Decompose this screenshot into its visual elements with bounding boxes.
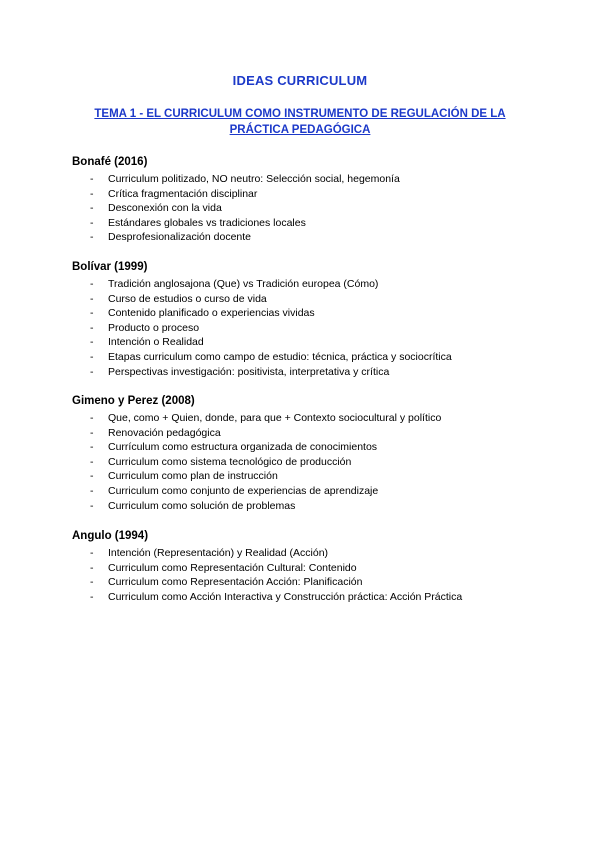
- list-item-text: Curriculum como Representación Acción: Planificación: [108, 576, 363, 589]
- list-item-text: Tradición anglosajona (Que) vs Tradición europea (Cómo): [108, 278, 379, 290]
- list-item: [72, 335, 552, 350]
- list-item-text: Intención o Realidad: [108, 336, 204, 349]
- list-item: [72, 590, 552, 605]
- section-items: [72, 546, 552, 604]
- bullet-dash: -: [90, 278, 94, 290]
- list-item: [72, 499, 552, 514]
- section-items: [72, 277, 552, 379]
- list-item: [72, 306, 552, 321]
- list-item-text: Etapas curriculum como campo de estudio: técnica, práctica y sociocrítica: [108, 350, 452, 363]
- bullet-dash: -: [90, 216, 94, 229]
- list-item-text: Curriculum como solución de problemas: [108, 499, 296, 512]
- list-item: [72, 469, 552, 484]
- section-angulo: [72, 528, 552, 604]
- list-item: [72, 575, 552, 590]
- bullet-dash: -: [90, 307, 94, 320]
- section-items: [72, 411, 552, 513]
- list-item-text: Renovación pedagógica: [108, 426, 221, 439]
- list-item: [72, 455, 552, 470]
- list-item-text: Curriculum como Acción Interactiva y Construcción práctica: Acción Práctica: [108, 590, 463, 603]
- list-item: [72, 187, 552, 202]
- list-item-text: Desconexión con la vida: [108, 202, 222, 215]
- section-heading: Angulo (1994): [72, 530, 149, 542]
- bullet-dash: -: [90, 321, 94, 334]
- document-title: IDEAS CURRICULUM: [232, 73, 368, 88]
- list-item: [72, 426, 552, 441]
- list-item: [72, 484, 552, 499]
- bullet-dash: -: [90, 484, 94, 497]
- section-heading: Bolívar (1999): [72, 261, 148, 273]
- bullet-dash: -: [90, 365, 94, 378]
- bullet-dash: -: [90, 187, 94, 200]
- list-item-text: Curriculum como sistema tecnológico de producción: [108, 455, 352, 468]
- list-item: [72, 321, 552, 336]
- bullet-dash: -: [90, 173, 94, 185]
- bullet-dash: -: [90, 292, 94, 305]
- section-bolivar: [72, 259, 552, 379]
- list-item-text: Contenido planificado o experiencias vividas: [108, 307, 315, 320]
- bullet-dash: -: [90, 350, 94, 363]
- list-item-text: Curriculum como Representación Cultural: Contenido: [108, 561, 357, 574]
- list-item: [72, 230, 552, 245]
- section-items: [72, 172, 552, 245]
- list-item: [72, 411, 552, 426]
- bullet-dash: -: [90, 455, 94, 468]
- list-item-text: Currículum como estructura organizada de conocimientos: [108, 441, 378, 454]
- bullet-dash: -: [90, 576, 94, 589]
- list-item-text: Que, como + Quien, donde, para que + Contexto sociocultural y político: [108, 412, 442, 424]
- list-item: [72, 350, 552, 365]
- bullet-dash: -: [90, 499, 94, 512]
- bullet-dash: -: [90, 412, 94, 424]
- list-item: [72, 172, 552, 187]
- list-item-text: Intención (Representación) y Realidad (Acción): [108, 547, 329, 559]
- list-item: [72, 546, 552, 561]
- list-item-text: Crítica fragmentación disciplinar: [108, 187, 258, 200]
- list-item: [72, 292, 552, 307]
- section-heading: Gimeno y Perez (2008): [72, 395, 195, 407]
- list-item-text: Estándares globales vs tradiciones locales: [108, 216, 306, 229]
- list-item-text: Desprofesionalización docente: [108, 231, 252, 244]
- list-item: [72, 277, 552, 292]
- list-item: [72, 440, 552, 455]
- section-gimeno-perez: [72, 393, 552, 513]
- list-item-text: Producto o proceso: [108, 321, 200, 334]
- bullet-dash: -: [90, 231, 94, 244]
- bullet-dash: -: [90, 547, 94, 559]
- bullet-dash: -: [90, 470, 94, 483]
- bullet-dash: -: [90, 441, 94, 454]
- list-item: [72, 561, 552, 576]
- bullet-dash: -: [90, 426, 94, 439]
- list-item-text: Curso de estudios o curso de vida: [108, 292, 267, 305]
- bullet-dash: -: [90, 336, 94, 349]
- bullet-dash: -: [90, 590, 94, 603]
- section-bonafe: [72, 154, 552, 245]
- document-subtitle: TEMA 1 - EL CURRICULUM COMO INSTRUMENTO DE REGULACIÓN DE LA PRÁCTICA PEDAGÓGICA: [94, 108, 506, 136]
- list-item-text: Curriculum como plan de instrucción: [108, 470, 278, 483]
- list-item: [72, 201, 552, 216]
- list-item-text: Perspectivas investigación: positivista, interpretativa y crítica: [108, 365, 390, 378]
- list-item-text: Curriculum como conjunto de experiencias de aprendizaje: [108, 484, 379, 497]
- list-item-text: Curriculum politizado, NO neutro: Selección social, hegemonía: [108, 173, 400, 185]
- list-item: [72, 365, 552, 380]
- section-heading: Bonafé (2016): [72, 156, 148, 168]
- bullet-dash: -: [90, 561, 94, 574]
- bullet-dash: -: [90, 202, 94, 215]
- list-item: [72, 216, 552, 231]
